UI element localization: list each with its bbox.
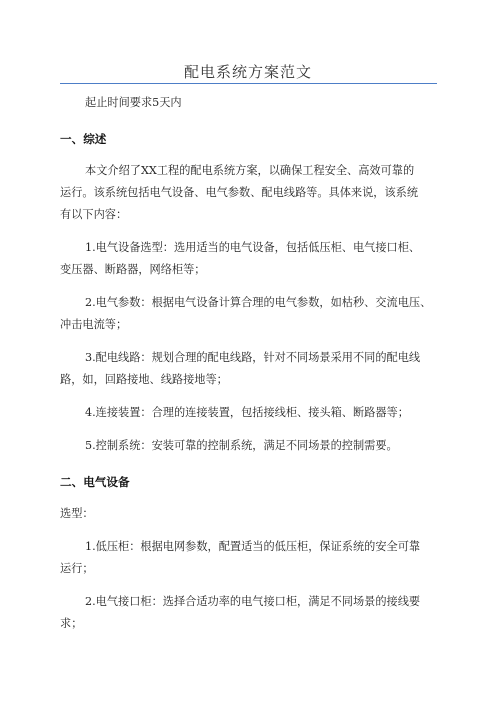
list-item-line: 求； — [60, 617, 83, 630]
list-item-line: 2.电气参数：根据电气设备计算合理的电气参数，如枯秒、交流电压、 — [85, 296, 432, 309]
title-underline — [60, 83, 437, 84]
list-item-line: 路，如，回路接地、线路接地等； — [60, 373, 228, 386]
list-item-line: 5.控制系统：安装可靠的控制系统，满足不同场景的控制需要。 — [85, 439, 398, 452]
list-item-line: 变压器、断路器，网络柜等； — [60, 263, 206, 276]
section-heading-electrical-equipment: 二、电气设备 — [60, 475, 130, 489]
intro-line: 有以下内容： — [60, 208, 128, 221]
subheading: 选型： — [60, 507, 94, 520]
intro-line: 本文介绍了XX工程的配电系统方案，以确保工程安全、高效可靠的 — [85, 164, 415, 177]
list-item-line: 3.配电线路：规划合理的配电线路，针对不同场景采用不同的配电线 — [85, 351, 421, 364]
list-item-line: 1.电气设备选型：选用适当的电气设备，包括低压柜、电气接口柜、 — [85, 241, 421, 254]
list-item-line: 4.连接装置：合理的连接装置，包括接线柜、接头箱、断路器等； — [85, 406, 409, 419]
list-item-line: 冲击电流等； — [60, 318, 128, 331]
list-item-line: 运行； — [60, 562, 94, 575]
document-title: 配电系统方案范文 — [183, 63, 312, 81]
list-item-line: 1.低压柜：根据电网参数，配置适当的低压柜，保证系统的安全可靠 — [85, 540, 421, 553]
section-heading-overview: 一、综述 — [60, 132, 107, 146]
intro-line: 运行。该系统包括电气设备、电气参数、配电线路等。具体来说，该系统 — [60, 186, 419, 199]
time-requirement: 起止时间要求5天内 — [85, 96, 182, 109]
list-item-line: 2.电气接口柜：选择合适功率的电气接口柜，满足不同场景的接线要 — [85, 595, 421, 608]
